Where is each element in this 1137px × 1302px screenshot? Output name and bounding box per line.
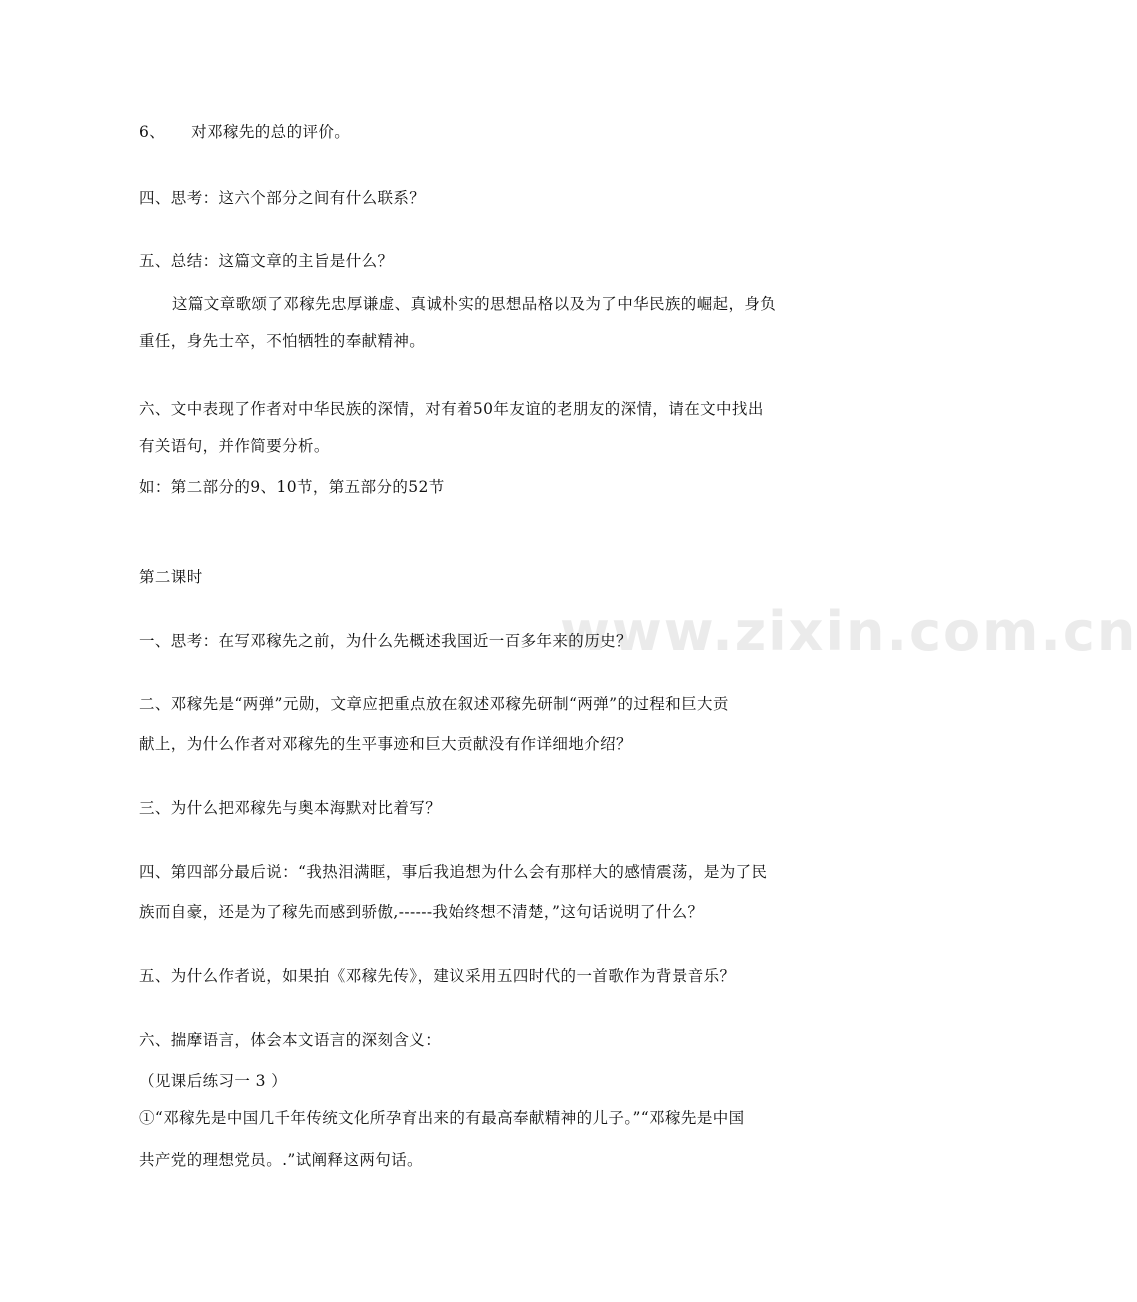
exercise-reference: （见课后练习一 3 ） [139, 1072, 288, 1090]
lesson2-question-5: 五、为什么作者说，如果拍《邓稼先传》，建议采用五四时代的一首歌作为背景音乐？ [139, 967, 736, 985]
summary-paragraph-line-1: 这篇文章歌颂了邓稼先忠厚谦虚、真诚朴实的思想品格以及为了中华民族的崛起，身负 [172, 295, 777, 313]
lesson2-question-3: 三、为什么把邓稼先与奥本海默对比着写？ [139, 799, 442, 817]
section-5-question: 五、总结：这篇文章的主旨是什么？ [139, 252, 394, 270]
watermark: www.zixin.com.cn [560, 600, 1137, 663]
lesson2-question-2-line-2: 献上，为什么作者对邓稼先的生平事迹和巨大贡献没有作详细地介绍？ [139, 735, 632, 753]
lesson-heading: 第二课时 [139, 568, 203, 586]
quote-item-1-line-1: ①“邓稼先是中国几千年传统文化所孕育出来的有最高奉献精神的儿子。”“邓稼先是中国 [139, 1109, 745, 1127]
lesson2-question-4-line-2: 族而自豪，还是为了稼先而感到骄傲,------我始终想不清楚，”这句话说明了什么？ [139, 903, 704, 921]
item-6-text: 对邓稼先的总的评价。 [191, 123, 351, 141]
section-6-question-line-1: 六、文中表现了作者对中华民族的深情，对有着50年友谊的老朋友的深情，请在文中找出 [139, 400, 764, 418]
item-6 [139, 121, 350, 143]
lesson2-question-1: 一、思考：在写邓稼先之前，为什么先概述我国近一百多年来的历史？ [139, 632, 632, 650]
summary-paragraph-line-2: 重任，身先士卒，不怕牺牲的奉献精神。 [139, 332, 426, 350]
example-line: 如：第二部分的9、10节，第五部分的52节 [139, 478, 445, 496]
lesson2-question-4-line-1: 四、第四部分最后说：“我热泪满眶，事后我追想为什么会有那样大的感情震荡，是为了民 [139, 863, 768, 881]
lesson2-question-2-line-1: 二、邓稼先是“两弹”元勋，文章应把重点放在叙述邓稼先研制“两弹”的过程和巨大贡 [139, 695, 729, 713]
quote-item-1-line-2: 共产党的理想党员。.”试阐释这两句话。 [139, 1151, 423, 1169]
lesson2-question-6: 六、揣摩语言，体会本文语言的深刻含义： [139, 1031, 442, 1049]
section-6-question-line-2: 有关语句，并作简要分析。 [139, 437, 330, 455]
item-6-number: 6、 [139, 123, 166, 141]
section-4-question: 四、思考：这六个部分之间有什么联系？ [139, 189, 426, 207]
